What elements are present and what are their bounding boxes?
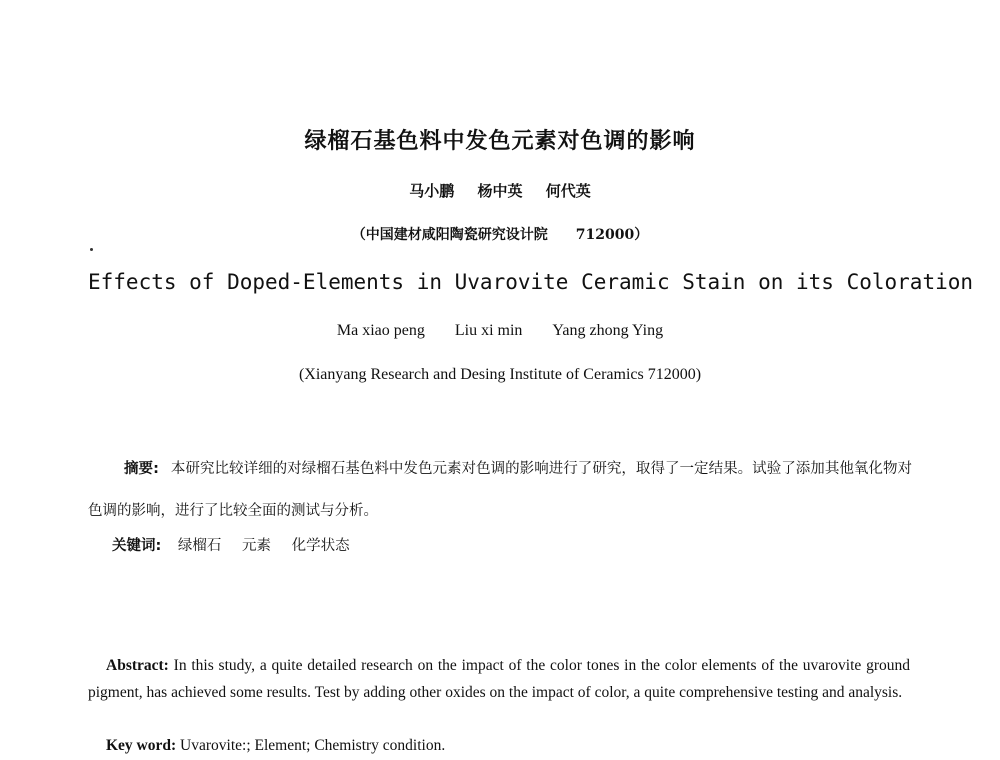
chinese-affiliation	[0, 224, 1000, 244]
keyword: 化学状态	[291, 538, 350, 554]
keyword: 绿榴石	[177, 538, 222, 554]
chinese-abstract-text: 本研究比较详细的对绿榴石基色料中发色元素对色调的影响进行了研究，取得了一定结果。试验了添加其他氧化物对色调的影响，进行了比较全面的测试与分析。	[88, 461, 912, 519]
english-authors	[0, 322, 1000, 340]
chinese-affiliation-code: 712000）	[575, 227, 649, 243]
english-abstract	[88, 652, 910, 706]
author-name: Ma xiao peng	[336, 322, 425, 339]
chinese-abstract	[88, 448, 912, 532]
chinese-authors: 马小鹏 杨中英 何代英	[409, 182, 591, 200]
keyword: 元素	[242, 538, 272, 554]
english-keywords-label: Key word:	[106, 737, 177, 754]
english-title: Effects of Doped-Elements in Uvarovite Ceramic Stain on its Coloration	[88, 270, 974, 294]
english-abstract-text: In this study, a quite detailed research on the impact of the color tones in the color elements of the uvarovite ground pigment, has achieved some results. Test by adding other oxides on the impact of color, a quite comprehensive testing and analysis.	[88, 657, 911, 701]
chinese-title: 绿榴石基色料中发色元素对色调的影响	[304, 129, 696, 154]
chinese-affiliation-name: （中国建材咸阳陶瓷研究设计院	[351, 227, 548, 243]
stray-mark	[90, 248, 93, 251]
chinese-abstract-label: 摘要:	[124, 461, 159, 477]
chinese-keywords	[112, 534, 350, 555]
author-name: Liu xi min	[454, 322, 523, 339]
english-keywords	[106, 737, 445, 755]
english-abstract-label: Abstract:	[106, 657, 169, 674]
chinese-keywords-label: 关键词:	[112, 538, 162, 554]
english-affiliation: (Xianyang Research and Desing Institute of Ceramics 712000)	[298, 366, 702, 383]
author-name: Yang zhong Ying	[552, 322, 664, 339]
english-keywords-text: Uvarovite:; Element; Chemistry condition.	[180, 737, 446, 754]
